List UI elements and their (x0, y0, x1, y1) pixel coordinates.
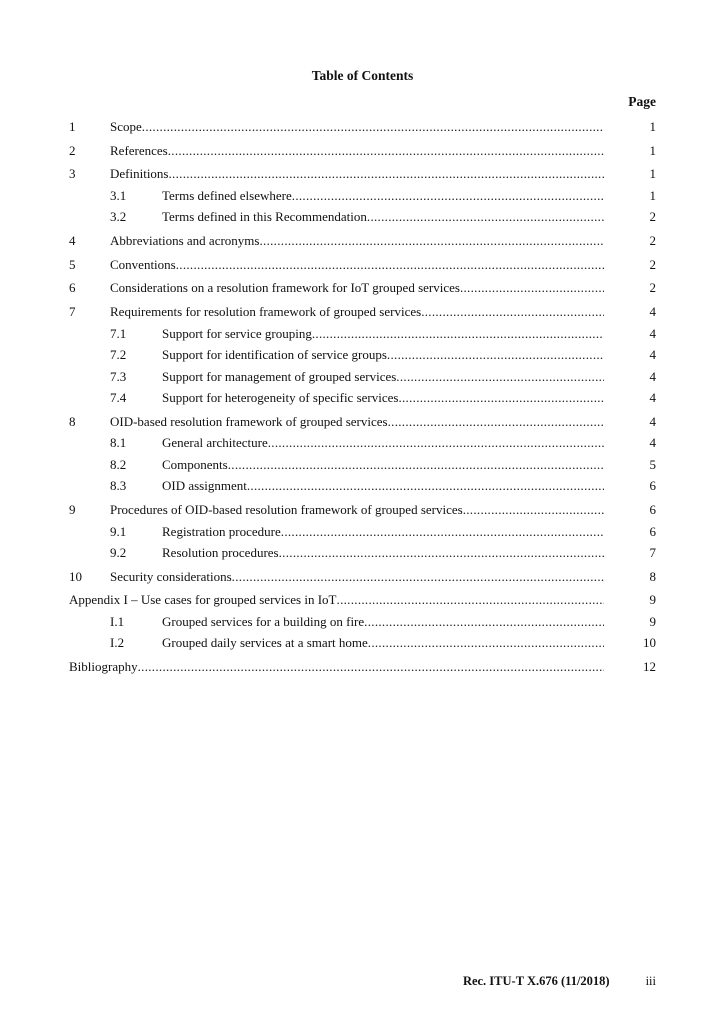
toc-entry[interactable] (69, 568, 656, 590)
toc-entry-title: Security considerations (110, 568, 232, 584)
toc-entry-title: OID assignment (162, 478, 247, 494)
dot-leader (388, 413, 604, 431)
dot-leader (247, 477, 604, 495)
toc-entry-title: Support for heterogeneity of specific services (162, 390, 399, 406)
toc-entry-title: Appendix I – Use cases for grouped services in IoT (69, 592, 337, 608)
toc-entry-number: 8.3 (110, 478, 127, 494)
toc-entry-number: 5 (69, 256, 76, 272)
toc-entry-title: Conventions (110, 256, 176, 272)
dot-leader (268, 434, 604, 452)
toc-entry[interactable] (69, 477, 656, 499)
toc-entry[interactable] (69, 389, 656, 411)
toc-entry-number: 8.1 (110, 435, 127, 451)
toc-entry[interactable] (69, 279, 656, 301)
dot-leader (421, 303, 604, 321)
toc-entry-page: 4 (649, 304, 656, 320)
toc-entry-title: Bibliography (69, 659, 138, 675)
toc-entry-page: 2 (649, 280, 656, 296)
toc-entry-page: 9 (649, 592, 656, 608)
dot-leader (176, 256, 604, 274)
toc-entry-number: 9 (69, 502, 76, 517)
toc-entry-page: 1 (649, 142, 656, 158)
toc-entry-page: 6 (649, 478, 656, 494)
toc-entry-number: 6 (69, 280, 76, 296)
toc-entry-number: 3.2 (110, 209, 127, 225)
toc-entry[interactable] (69, 187, 656, 209)
toc-entry[interactable] (69, 634, 656, 656)
toc-entry-page: 4 (649, 347, 656, 363)
toc-entry-number: I.2 (110, 635, 125, 651)
dot-leader (463, 501, 604, 519)
toc-entry[interactable] (69, 325, 656, 347)
dot-leader (396, 368, 604, 386)
toc-entry-page: 6 (649, 502, 656, 517)
toc-entry-title: Support for management of grouped services (162, 368, 397, 384)
toc-entry[interactable] (69, 544, 656, 566)
table-of-contents (69, 118, 656, 680)
toc-entry[interactable] (69, 165, 656, 187)
toc-entry-number: 10 (69, 568, 82, 584)
toc-entry-page: 12 (643, 659, 656, 675)
toc-entry-title: Registration procedure (162, 523, 281, 539)
toc-entry-number: 9.2 (110, 545, 127, 560)
toc-title: Table of Contents (311, 68, 414, 83)
toc-entry-page: 7 (649, 545, 656, 560)
dot-leader (279, 544, 604, 562)
toc-entry-title: Procedures of OID-based resolution framework of grouped services (110, 502, 463, 517)
dot-leader (292, 187, 604, 205)
toc-entry-page: 4 (649, 368, 656, 384)
toc-entry[interactable] (69, 368, 656, 390)
toc-entry-number: 2 (69, 142, 76, 158)
toc-entry-number: I.1 (110, 613, 125, 629)
toc-entry-title: Abbreviations and acronyms (110, 233, 260, 249)
toc-entry[interactable] (69, 142, 656, 164)
dot-leader (337, 591, 604, 609)
dot-leader (312, 325, 604, 343)
dot-leader (138, 658, 604, 676)
toc-entry[interactable] (69, 256, 656, 278)
toc-entry-number: 7.3 (110, 368, 127, 384)
toc-entry-page: 5 (649, 456, 656, 472)
toc-entry-page: 1 (649, 166, 656, 182)
toc-entry-number: 9.1 (110, 523, 127, 539)
toc-entry-number: 4 (69, 233, 76, 249)
toc-entry[interactable] (69, 232, 656, 254)
dot-leader (364, 613, 604, 631)
toc-entry[interactable] (69, 434, 656, 456)
toc-entry[interactable] (69, 456, 656, 478)
dot-leader (460, 279, 604, 297)
toc-entry-title: Terms defined elsewhere (162, 187, 292, 203)
toc-entry-page: 1 (649, 119, 656, 134)
toc-entry[interactable] (69, 118, 656, 140)
toc-entry-page: 9 (649, 613, 656, 629)
toc-entry[interactable] (69, 346, 656, 368)
toc-entry-page: 4 (649, 435, 656, 451)
toc-entry-page: 4 (649, 325, 656, 341)
toc-entry[interactable] (69, 413, 656, 435)
page-footer (463, 974, 656, 989)
toc-entry-page: 2 (649, 256, 656, 272)
toc-entry-page: 2 (649, 233, 656, 249)
dot-leader (367, 208, 604, 226)
dot-leader (398, 389, 604, 407)
toc-entry-number: 3 (69, 166, 76, 182)
toc-entry-page: 8 (649, 568, 656, 584)
dot-leader (368, 634, 604, 652)
toc-entry-page: 4 (649, 390, 656, 406)
toc-entry[interactable] (69, 303, 656, 325)
toc-entry[interactable] (69, 658, 656, 680)
dot-leader (142, 118, 604, 136)
dot-leader (232, 568, 604, 586)
toc-entry-title: General architecture (162, 435, 268, 451)
toc-entry-title: Definitions (110, 166, 169, 182)
toc-entry-title: Considerations on a resolution framework for IoT grouped services (110, 280, 460, 296)
toc-entry-page: 10 (643, 635, 656, 651)
toc-entry-title: Components (162, 456, 228, 472)
dot-leader (387, 346, 604, 364)
dot-leader (259, 232, 604, 250)
dot-leader (281, 523, 604, 541)
toc-entry-number: 1 (69, 119, 76, 134)
toc-entry-title: Terms defined in this Recommendation (162, 209, 367, 225)
page-column-header: Page (628, 94, 656, 109)
toc-entry-title: Requirements for resolution framework of grouped services (110, 304, 422, 320)
toc-entry[interactable] (69, 591, 656, 613)
toc-entry-title: Grouped daily services at a smart home (162, 635, 368, 651)
dot-leader (169, 165, 605, 183)
toc-entry-page: 4 (649, 413, 656, 429)
footer-page-number: iii (645, 974, 656, 988)
toc-entry-title: Support for identification of service groups (162, 347, 387, 363)
toc-entry-number: 3.1 (110, 187, 127, 203)
toc-entry-page: 1 (649, 187, 656, 203)
toc-entry-title: Scope (110, 119, 142, 134)
toc-entry-number: 7.4 (110, 390, 127, 406)
footer-recommendation: Rec. ITU-T X.676 (11/2018) (462, 974, 610, 988)
toc-entry-page: 6 (649, 523, 656, 539)
toc-entry[interactable] (69, 613, 656, 635)
toc-entry-title: Support for service grouping (162, 325, 312, 341)
dot-leader (228, 456, 604, 474)
toc-entry[interactable] (69, 523, 656, 545)
toc-entry-number: 8 (69, 413, 76, 429)
toc-entry-title: Grouped services for a building on fire (162, 613, 365, 629)
toc-entry-title: Resolution procedures (162, 545, 279, 560)
toc-entry-number: 7 (69, 304, 76, 320)
toc-entry[interactable] (69, 501, 656, 523)
toc-entry[interactable] (69, 208, 656, 230)
dot-leader (168, 142, 604, 160)
toc-entry-number: 7.2 (110, 347, 127, 363)
toc-entry-title: OID-based resolution framework of grouped services (110, 413, 388, 429)
toc-entry-number: 7.1 (110, 325, 127, 341)
toc-entry-page: 2 (649, 209, 656, 225)
toc-entry-title: References (110, 142, 168, 158)
toc-entry-number: 8.2 (110, 456, 127, 472)
